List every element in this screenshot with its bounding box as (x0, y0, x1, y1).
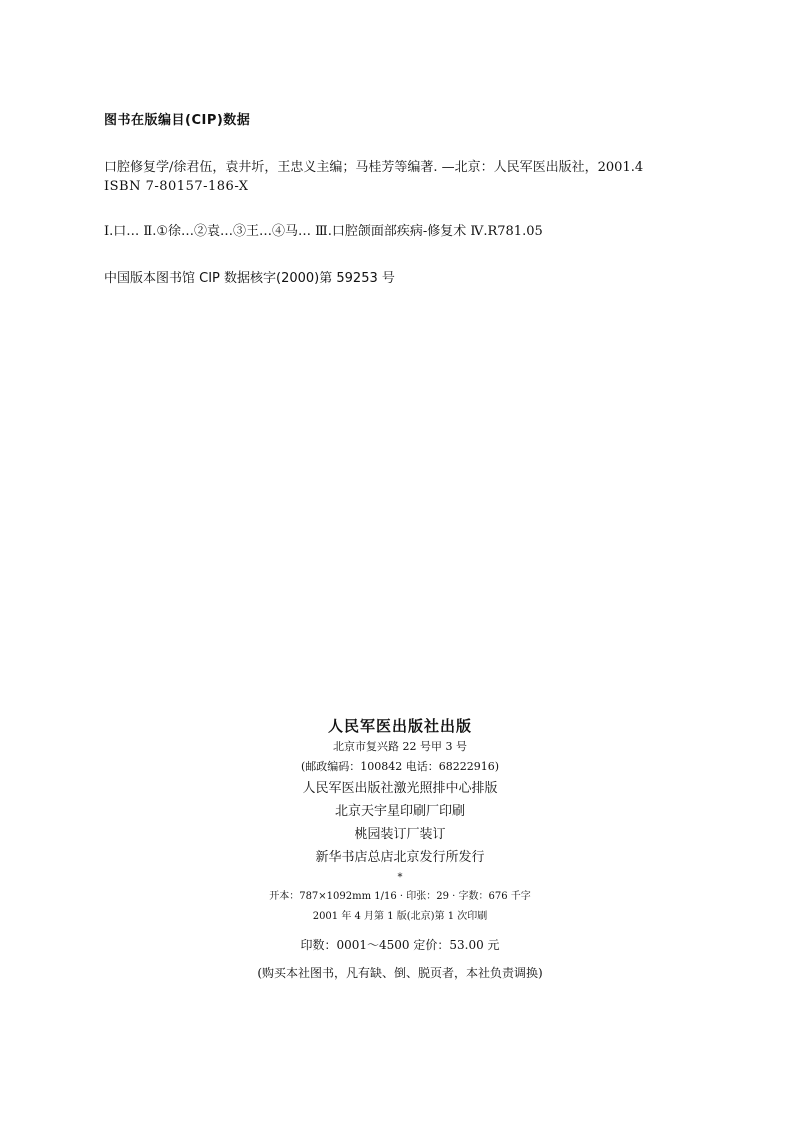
cip-title-line: 口腔修复学/徐君伍，袁井圻，王忠义主编；马桂芳等编著. —北京：人民军医出版社，2001.4 (104, 160, 644, 175)
cip-isbn: ISBN 7-80157-186-X (104, 179, 249, 194)
imprint-print-run-price: 印数：0001～4500 定价：53.00 元 (300, 938, 500, 952)
cip-data-section (104, 112, 704, 288)
imprint-section (200, 716, 600, 983)
cip-approval-number: 中国版本图书馆 CIP 数据核字(2000)第 59253 号 (104, 271, 395, 286)
imprint-postal: (邮政编码：100842 电话：68222916) (300, 760, 500, 773)
imprint-address: 北京市复兴路 22 号甲 3 号 (333, 740, 467, 753)
cip-classification: Ⅰ.口… Ⅱ.①徐…②袁…③王…④马… Ⅲ.口腔颌面部疾病-修复术 Ⅳ.R781.05 (104, 224, 543, 239)
imprint-publisher: 人民军医出版社出版 (327, 717, 472, 735)
imprint-separator-star: * (397, 872, 403, 883)
imprint-typeset: 人民军医出版社激光照排中心排版 (302, 781, 498, 796)
imprint-edition: 2001 年 4 月第 1 版(北京)第 1 次印刷 (312, 911, 488, 922)
imprint-distributor: 新华书店总店北京发行所发行 (315, 850, 485, 865)
imprint-specs: 开本：787×1092mm 1/16 · 印张：29 · 字数：676 千字 (269, 891, 531, 902)
imprint-exchange-note: (购买本社图书，凡有缺、倒、脱页者，本社负责调换) (257, 966, 543, 980)
imprint-printer: 北京天宇星印刷厂印刷 (334, 804, 465, 819)
cip-heading: 图书在版编目(CIP)数据 (104, 113, 251, 128)
imprint-binder: 桃园装订厂装订 (354, 827, 446, 842)
